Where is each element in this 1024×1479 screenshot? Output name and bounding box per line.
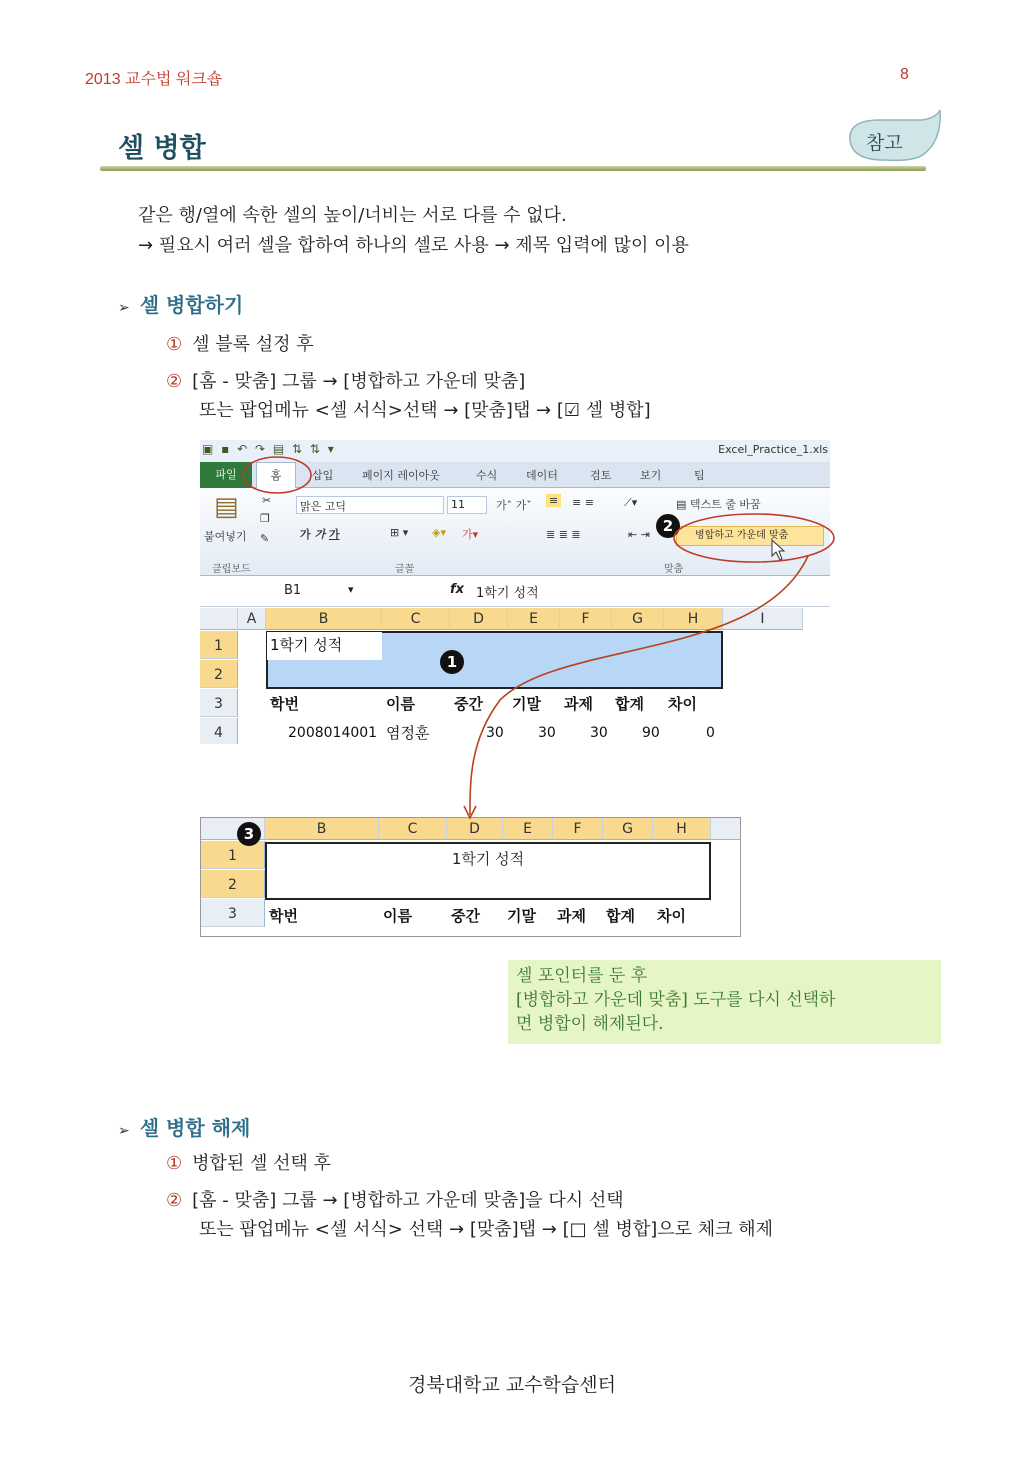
mouse-cursor-icon (772, 540, 784, 560)
header-assignment[interactable]: 과제 (557, 907, 586, 925)
bullet-arrow-icon: ➢ (118, 1123, 130, 1139)
group-font-label: 글꼴 (395, 564, 415, 575)
cell-g4[interactable]: 90 (642, 725, 660, 741)
column-header-d[interactable]: D (447, 818, 503, 840)
column-header-a[interactable]: A (238, 608, 266, 630)
row-header-2[interactable]: 2 (200, 660, 238, 688)
merge-center-button[interactable]: 병합하고 가운데 맞춤 (676, 526, 824, 546)
tip-line-2: [병합하고 가운데 맞춤] 도구를 다시 선택하 (516, 990, 836, 1010)
paste-button[interactable]: 붙여넣기 (204, 530, 247, 543)
footer-institution: 경북대학교 교수학습센터 (408, 1374, 616, 1396)
row-header-1[interactable]: 1 (200, 631, 238, 659)
column-header-c[interactable]: C (379, 818, 447, 840)
cell-f4[interactable]: 30 (590, 725, 608, 741)
tab-formulas[interactable]: 수식 (476, 469, 498, 482)
step-number: ① (166, 1153, 183, 1174)
name-box[interactable]: B1 (284, 583, 302, 598)
header-student-id[interactable]: 학번 (270, 695, 299, 713)
copy-icon[interactable]: ❐ (260, 512, 270, 525)
header-diff[interactable]: 차이 (668, 695, 697, 713)
wrap-text-label: 텍스트 줄 바꿈 (689, 498, 761, 511)
intro-line-2: → 필요시 여러 셀을 합하여 하나의 셀로 사용 → 제목 입력에 많이 이용 (138, 235, 689, 256)
quick-access-icons: ▣ ▪ ↶ ↷ ▤ ⇅ ⇅ ▾ (202, 442, 336, 456)
font-size-select[interactable]: 11 (447, 496, 487, 514)
tab-review[interactable]: 검토 (590, 469, 612, 482)
cell-b4[interactable]: 2008014001 (288, 725, 378, 741)
unmerge-step-2-alt: 또는 팝업메뉴 <셀 서식> 선택 → [맞춤]탭 → [□ 셀 병합]으로 체크 해제 (199, 1219, 774, 1240)
font-size-controls-icon[interactable]: 가ˆ 가ˇ (496, 499, 532, 512)
header-final[interactable]: 기말 (507, 907, 536, 925)
group-alignment-label: 맞춤 (664, 564, 684, 575)
page-title: 셀 병합 (118, 133, 206, 164)
step-number: ② (166, 371, 183, 392)
step-text: [홈 - 맞춤] 그룹 → [병합하고 가운데 맞춤]을 다시 선택 (192, 1190, 624, 1211)
align-horizontal-icons[interactable]: ≣ ≣ ≣ (546, 528, 581, 541)
step-text: 병합된 셀 선택 후 (192, 1153, 332, 1174)
tip-line-1: 셀 포인터를 둔 후 (516, 966, 648, 986)
tab-home[interactable]: 홈 (256, 462, 296, 489)
row-header-3[interactable]: 3 (200, 689, 238, 717)
tip-line-3: 면 병합이 해제된다. (516, 1014, 664, 1034)
tab-data[interactable]: 데이터 (526, 469, 558, 482)
column-header-d[interactable]: D (450, 608, 508, 630)
font-color-icon[interactable]: 가▾ (462, 528, 479, 541)
unmerge-step-2 (166, 1186, 624, 1212)
header-student-id[interactable]: 학번 (269, 907, 298, 925)
marker-2: 2 (656, 514, 680, 538)
header-name[interactable]: 이름 (383, 907, 412, 925)
font-style-icons[interactable]: 가 가 가 (300, 528, 340, 541)
column-header-e[interactable]: E (503, 818, 553, 840)
column-header-f[interactable]: F (560, 608, 612, 630)
step-number: ② (166, 1190, 183, 1211)
header-assignment[interactable]: 과제 (564, 695, 593, 713)
formula-input[interactable]: 1학기 성적 (476, 586, 539, 601)
cut-icon[interactable]: ✂ (262, 494, 272, 507)
home-tab-highlight (243, 457, 311, 493)
cell-d4[interactable]: 30 (486, 725, 504, 741)
flow-arrow (470, 556, 808, 815)
unmerge-step-1 (166, 1149, 331, 1175)
column-header-e[interactable]: E (508, 608, 560, 630)
page-number: 8 (900, 66, 909, 83)
row-header-2[interactable]: 2 (201, 870, 265, 898)
step-text: 셀 블록 설정 후 (192, 334, 314, 355)
header-total[interactable]: 합계 (606, 907, 635, 925)
workbook-filename: Excel_Practice_1.xls (718, 443, 828, 456)
workshop-title: 2013 교수법 워크숍 (85, 71, 223, 88)
column-header-b[interactable]: B (266, 608, 382, 630)
tab-team[interactable]: 팀 (694, 469, 705, 482)
step-text: [홈 - 맞춤] 그룹 → [병합하고 가운데 맞춤] (192, 371, 526, 392)
orientation-icon[interactable]: ⟋▾ (624, 496, 638, 509)
section-merge-label: 셀 병합하기 (139, 293, 244, 317)
fx-icon[interactable]: fx (450, 582, 465, 597)
intro-line-1: 같은 행/열에 속한 셀의 높이/너비는 서로 다를 수 없다. (138, 205, 567, 226)
group-clipboard-label: 클립보드 (212, 564, 251, 575)
header-total[interactable]: 합계 (615, 695, 644, 713)
tab-view[interactable]: 보기 (640, 469, 662, 482)
name-box-dropdown-icon[interactable]: ▾ (348, 583, 354, 596)
fill-color-icon[interactable]: ◈▾ (432, 526, 446, 539)
header-midterm[interactable]: 중간 (454, 695, 483, 713)
wrap-text-button[interactable]: ▤ 텍스트 줄 바꿈 (676, 498, 761, 511)
border-icon[interactable]: ⊞ ▾ (390, 526, 409, 539)
marker-1: 1 (440, 650, 464, 674)
font-name-select[interactable]: 맑은 고딕 (296, 496, 444, 514)
align-top-icon[interactable]: ≡ (546, 494, 561, 507)
tip-note (508, 960, 941, 1044)
bullet-arrow-icon: ➢ (118, 300, 130, 316)
cell-h4[interactable]: 0 (706, 725, 715, 741)
merged-cell-text: 1학기 성적 (451, 850, 525, 868)
indent-icons[interactable]: ⇤ ⇥ (628, 528, 650, 541)
column-header-h[interactable]: H (653, 818, 711, 840)
column-header-h[interactable]: H (664, 608, 723, 630)
section-unmerge-heading (118, 1112, 250, 1141)
merge-step-2-alt: 또는 팝업메뉴 <셀 서식>선택 → [맞춤]탭 → [☑ 셀 병합] (199, 400, 651, 421)
column-header-g[interactable]: G (612, 608, 664, 630)
column-header-c[interactable]: C (382, 608, 450, 630)
row-header-3[interactable]: 3 (201, 899, 265, 927)
column-header-g[interactable]: G (603, 818, 653, 840)
column-header-f[interactable]: F (553, 818, 603, 840)
format-painter-icon[interactable]: ✎ (260, 532, 270, 545)
cell-b1[interactable]: 1학기 성적 (270, 636, 343, 654)
cell-e4[interactable]: 30 (538, 725, 556, 741)
tab-insert[interactable]: 삽입 (312, 469, 334, 482)
cell-c4[interactable]: 염정훈 (386, 724, 430, 742)
paste-icon[interactable]: ▤ (214, 492, 239, 522)
header-final[interactable]: 기말 (512, 695, 541, 713)
column-header-i[interactable]: I (723, 608, 803, 630)
header-midterm[interactable]: 중간 (451, 907, 480, 925)
section-unmerge-label: 셀 병합 해제 (139, 1116, 251, 1140)
merge-button-highlight (674, 514, 834, 562)
marker-3: 3 (237, 822, 261, 846)
tab-file[interactable]: 파일 (200, 462, 252, 488)
tab-page-layout[interactable]: 페이지 레이아웃 (362, 469, 440, 482)
column-header-b[interactable]: B (265, 818, 379, 840)
row-header-4[interactable]: 4 (200, 718, 238, 744)
header-name[interactable]: 이름 (386, 695, 415, 713)
step-number: ① (166, 334, 183, 355)
reference-badge: 참고 (866, 132, 903, 154)
row-header-1[interactable]: 1 (201, 841, 265, 869)
header-diff[interactable]: 차이 (657, 907, 686, 925)
align-middle-icons[interactable]: ≡ ≡ (572, 496, 594, 509)
